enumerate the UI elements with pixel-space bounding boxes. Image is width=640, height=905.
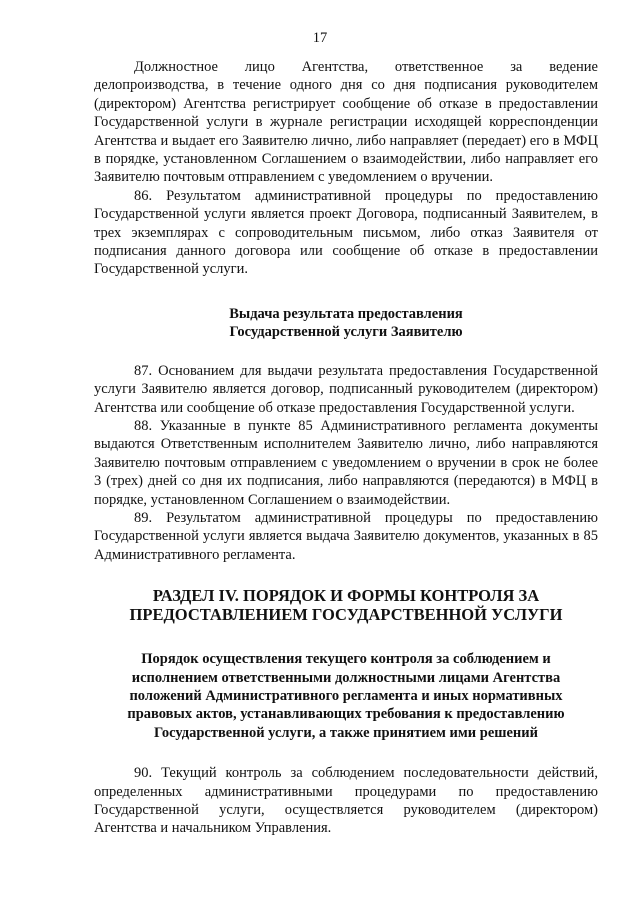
subsection-heading-result-issue <box>94 305 598 342</box>
page-number: 17 <box>312 30 328 46</box>
paragraph-89: 89. Результатом административной процедуры по предоставлению Государственной услуги является выдача Заявителю документов, указанных в 85 Административного регламента. <box>94 509 598 563</box>
heading-line: исполнением ответственными должностными лицами Агентства <box>131 669 561 686</box>
heading-line: Порядок осуществления текущего контроля за соблюдением и <box>141 651 551 668</box>
section-title <box>94 586 598 624</box>
paragraph-87: 87. Основанием для выдачи результата предоставления Государственной услуги Заявителю является договор, подписанный руководителем (директором) Агентства или сообщение об отказе предоставления Государственной услуги. <box>94 362 598 416</box>
document-body <box>94 58 598 838</box>
section-title-line: ПРЕДОСТАВЛЕНИЕМ ГОСУДАРСТВЕННОЙ УСЛУГИ <box>129 605 563 625</box>
paragraph-90: 90. Текущий контроль за соблюдением последовательности действий, определенных административными процедурами по предоставлению Государственной услуги, осуществляется руководителем (директором) Агентства и начальником Управления. <box>94 765 598 837</box>
section-title-line: РАЗДЕЛ IV. ПОРЯДОК И ФОРМЫ КОНТРОЛЯ ЗА <box>152 586 540 606</box>
heading-line: Государственной услуги, а также принятием ими решений <box>153 724 538 741</box>
paragraph-88: 88. Указанные в пункте 85 Административного регламента документы выдаются Ответственным исполнителем Заявителю лично, либо направляются Заявителю почтовым отправлением с уведомлением о вручении в срок не более 3 (трех) дней со дня их подписания, либо направляются (передаются) в МФЦ в порядке, установленном Соглашением о взаимодействии. <box>94 417 598 508</box>
paragraph-86: 86. Результатом административной процедуры по предоставлению Государственной услуги является проект Договора, подписанный Заявителем, в трех экземплярах с сопроводительным письмом, либо отказ Заявителя от подписания данного договора или сообщение об отказе в предоставлении Государственной услуги. <box>94 187 598 278</box>
heading-line: положений Административного регламента и иных нормативных <box>129 687 563 704</box>
heading-line: правовых актов, устанавливающих требования к предоставлению <box>127 706 565 723</box>
paragraph: Должностное лицо Агентства, ответственное за ведение делопроизводства, в течение одного дня со дня подписания руководителем (директором) Агентства регистрирует сообщение об отказе в предоставлении Государственной услуги в журнале регистрации исходящей корреспонденции Агентства и выдает его Заявителю лично, либо направляет (передает) его в МФЦ в порядке, установленном Соглашением о взаимодействии, либо направляет его Заявителю почтовым отправлением с уведомлением о вручении. <box>94 59 598 186</box>
subsection-heading-current-control <box>94 650 598 742</box>
heading-line: Государственной услуги Заявителю <box>229 324 463 341</box>
heading-line: Выдача результата предоставления <box>229 305 463 322</box>
